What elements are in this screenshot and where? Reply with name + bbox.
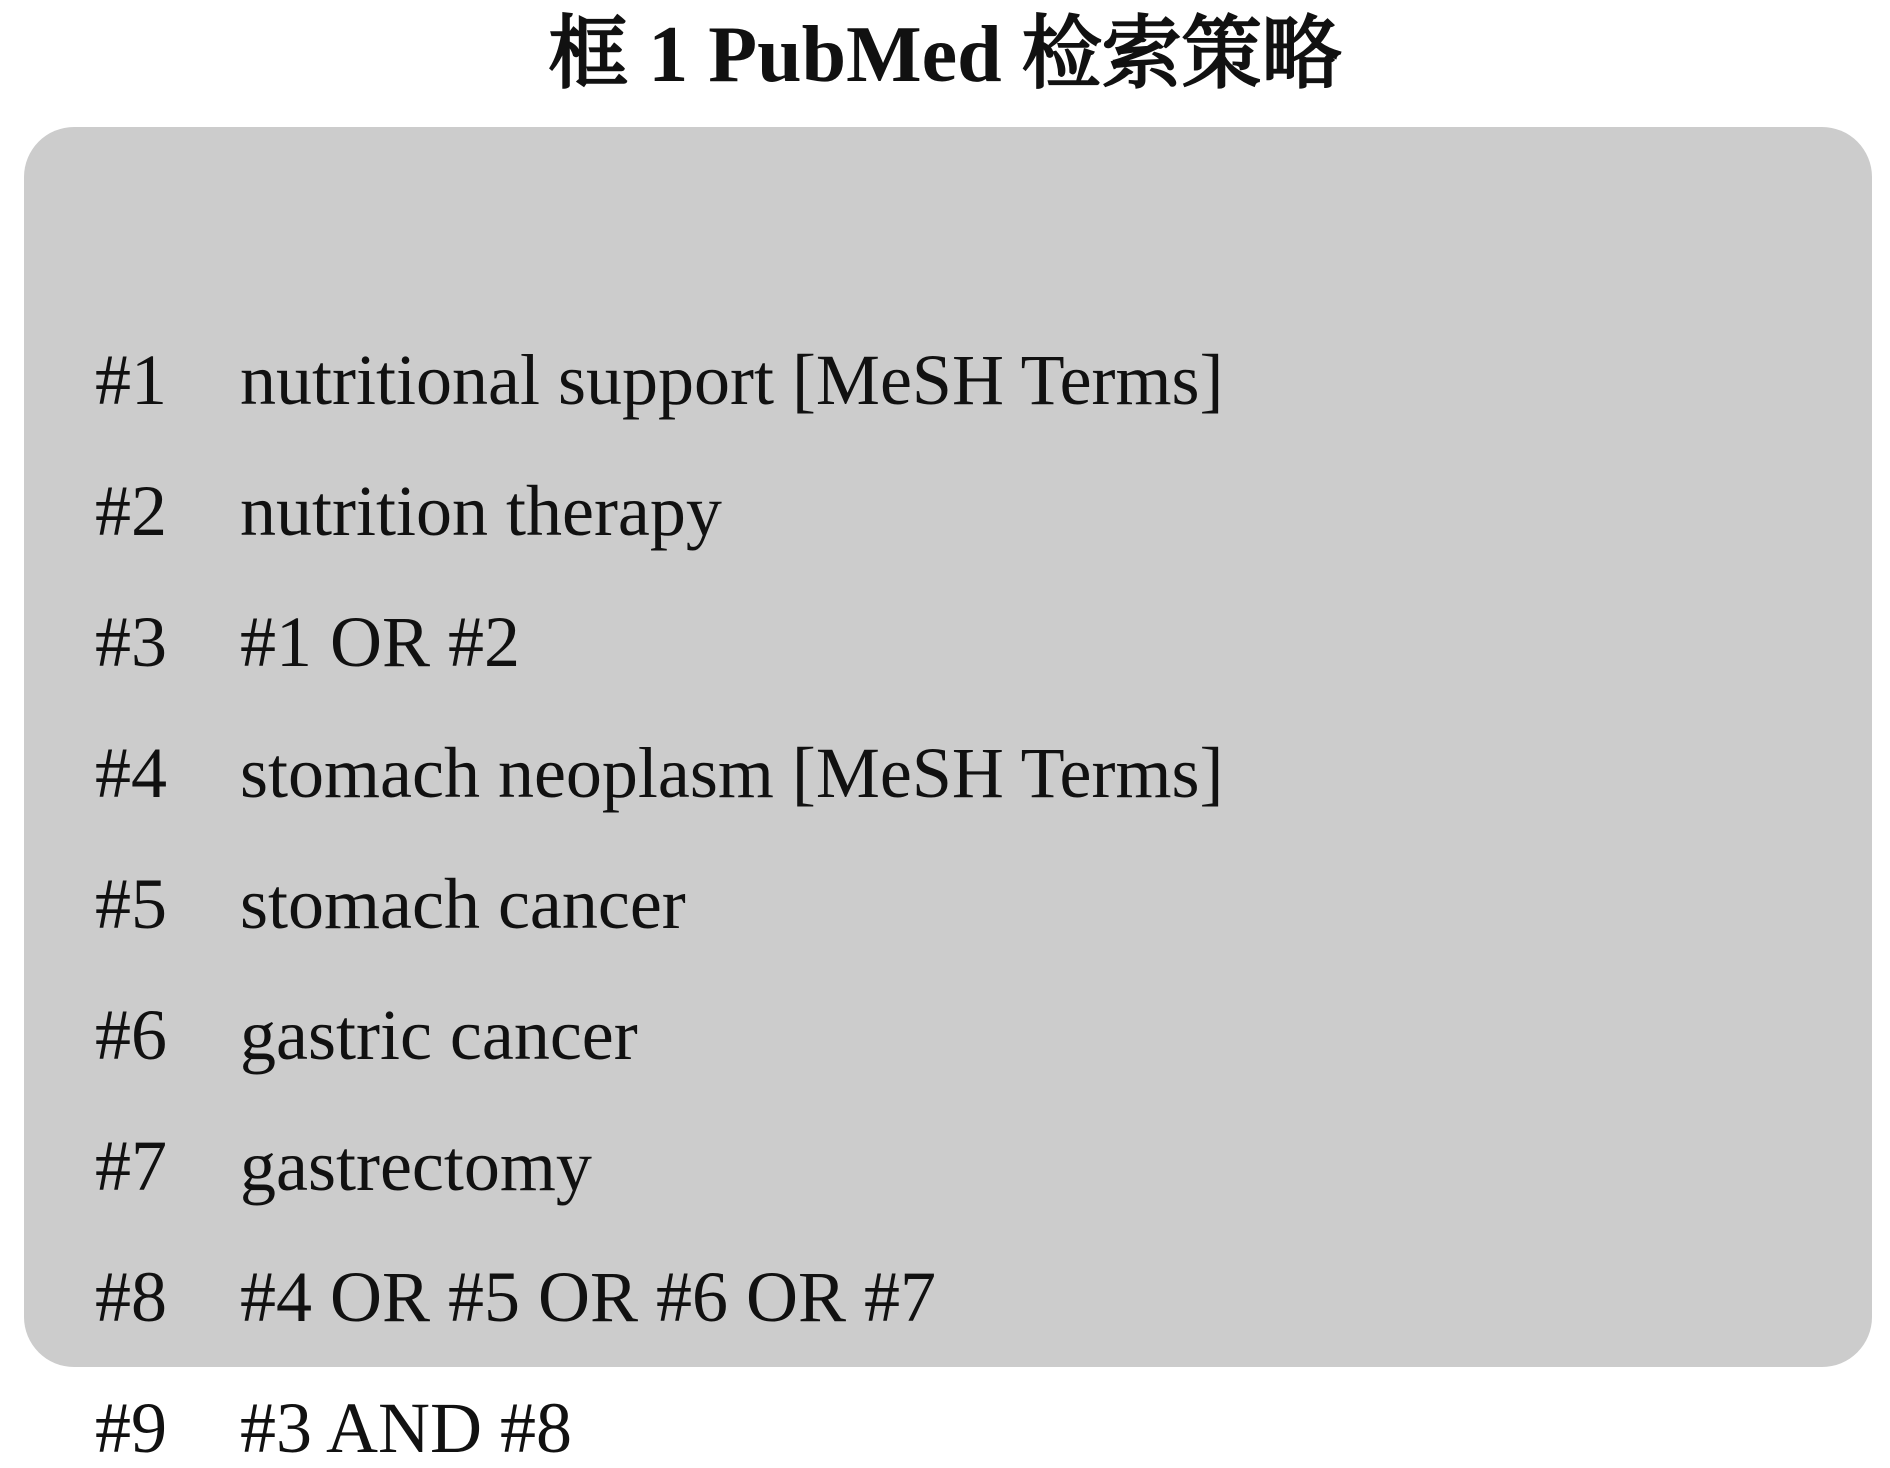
search-step-query: #4 OR #5 OR #6 OR #7 [240,1257,937,1337]
search-step-row [24,1071,1872,1206]
search-step-number: #8 [95,1257,167,1337]
search-step-row [24,940,1872,1075]
search-step-row [24,547,1872,682]
search-step-query: nutritional support [MeSH Terms] [240,340,1224,420]
search-step-query: stomach neoplasm [MeSH Terms] [240,733,1224,813]
search-step-number: #4 [95,733,167,813]
search-step-number: #7 [95,1126,167,1206]
search-step-query: gastric cancer [240,995,638,1075]
search-step-number: #5 [95,864,167,944]
search-step-row [24,416,1872,551]
search-step-query: gastrectomy [240,1126,592,1206]
search-step-number: #3 [95,602,167,682]
search-step-row [24,809,1872,944]
search-step-row [24,1202,1872,1337]
search-step-query: nutrition therapy [240,471,722,551]
search-step-query: #1 OR #2 [240,602,521,682]
search-step-number: #6 [95,995,167,1075]
search-step-number: #9 [95,1388,167,1468]
search-step-row [24,678,1872,813]
search-strategy-box [24,127,1872,1468]
search-step-query: #3 AND #8 [240,1388,573,1468]
search-step-row [24,285,1872,420]
search-step-query: stomach cancer [240,864,686,944]
search-step-number: #1 [95,340,167,420]
box-title: 框 1 PubMed 检索策略 [548,11,1342,99]
search-step-row [24,1333,1872,1468]
search-step-number: #2 [95,471,167,551]
